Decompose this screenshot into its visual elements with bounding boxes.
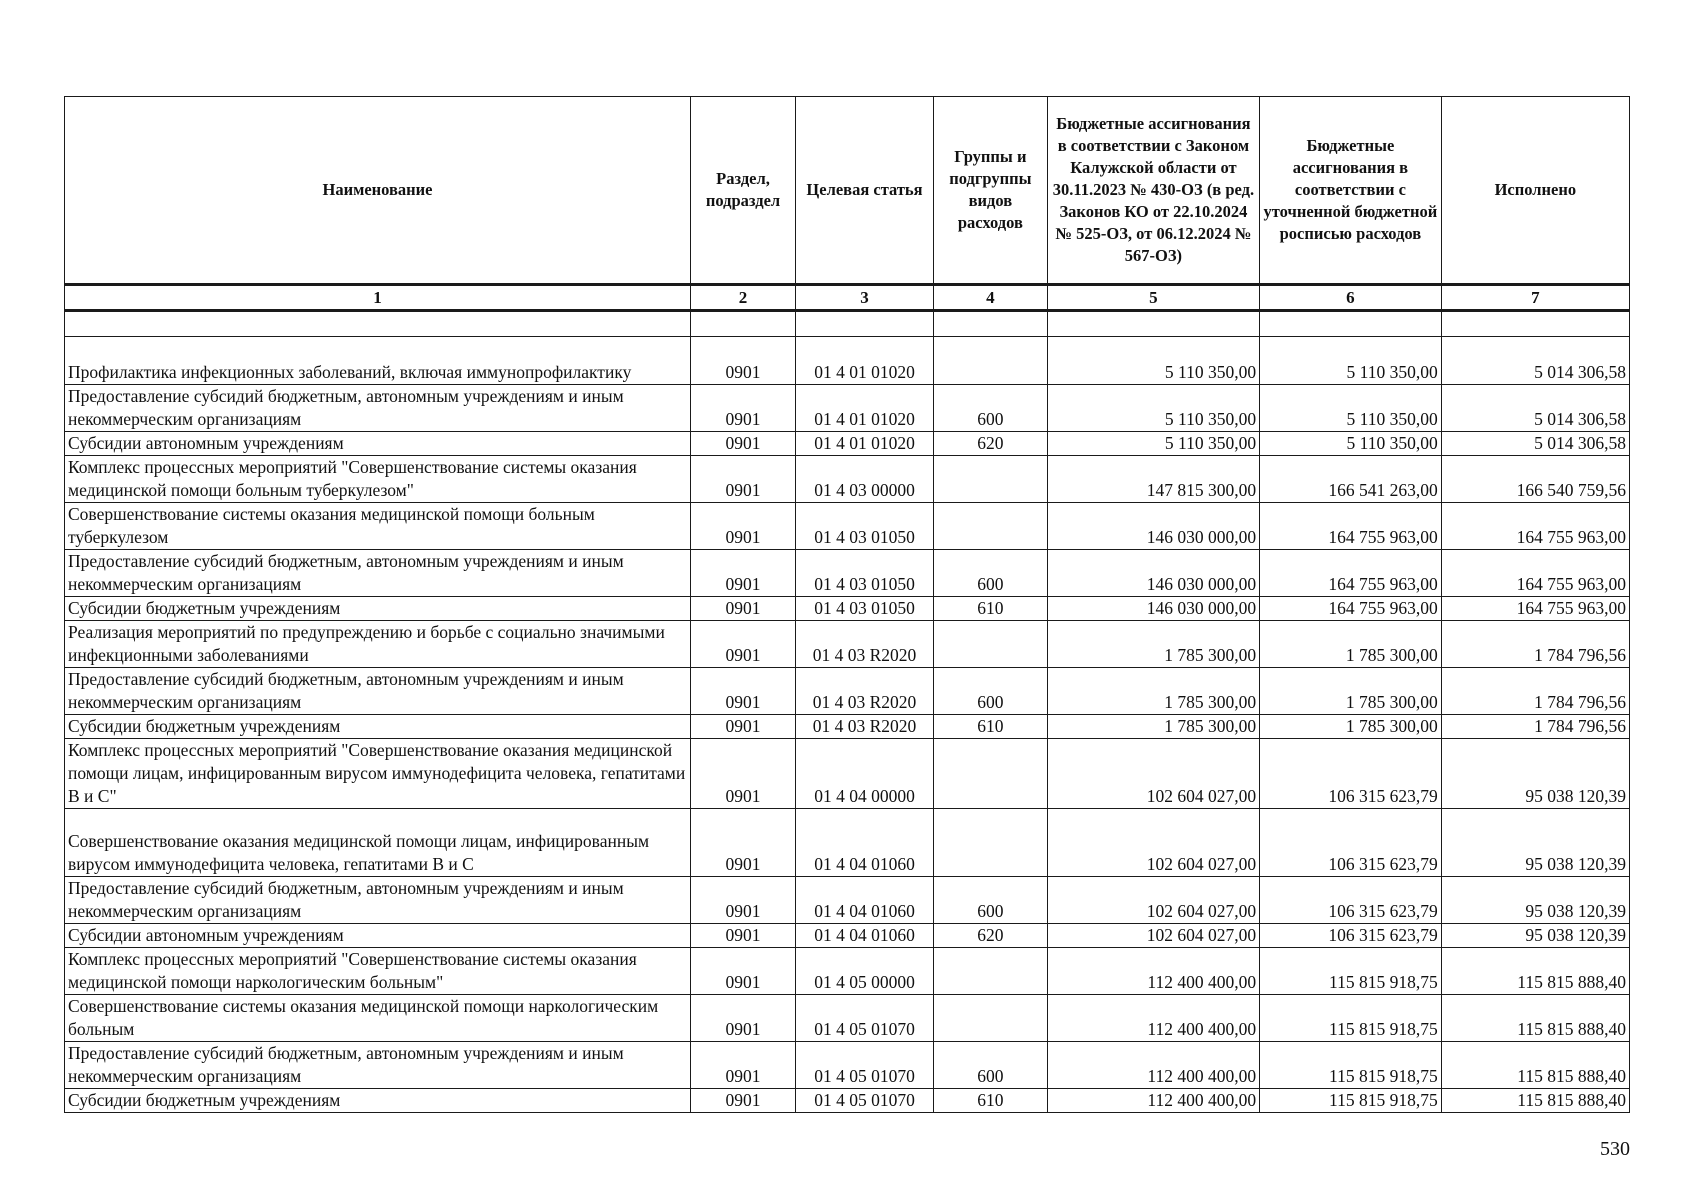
table-row	[65, 456, 1630, 503]
row-expense-group: 610	[933, 597, 1047, 621]
row-target-article: 01 4 05 00000	[796, 948, 934, 995]
row-section: 0901	[691, 456, 796, 503]
row-expense-group	[933, 337, 1047, 385]
row-refined-allocation: 5 110 350,00	[1260, 432, 1442, 456]
table-body	[65, 311, 1630, 1113]
row-executed: 1 784 796,56	[1441, 715, 1629, 739]
row-target-article: 01 4 04 01060	[796, 809, 934, 877]
row-name: Субсидии бюджетным учреждениям	[65, 1089, 691, 1113]
header-cell: Бюджетные ассигнования в соответствии с Законом Калужской области от 30.11.2023 № 430-ОЗ (в ред. Законов КО от 22.10.2024 № 525-ОЗ, от 06.12.2024 № 567-ОЗ)	[1047, 97, 1259, 285]
row-target-article: 01 4 03 R2020	[796, 668, 934, 715]
row-name: Субсидии автономным учреждениям	[65, 924, 691, 948]
row-law-allocation: 5 110 350,00	[1047, 337, 1259, 385]
table-row	[65, 550, 1630, 597]
page-number: 530	[1600, 1138, 1630, 1160]
row-name: Совершенствование системы оказания медицинской помощи наркологическим больным	[65, 995, 691, 1042]
row-executed: 164 755 963,00	[1441, 550, 1629, 597]
row-name: Реализация мероприятий по предупреждению и борьбе с социально значимыми инфекционными заболеваниями	[65, 621, 691, 668]
row-law-allocation: 5 110 350,00	[1047, 432, 1259, 456]
row-name: Профилактика инфекционных заболеваний, включая иммунопрофилактику	[65, 337, 691, 385]
row-law-allocation: 146 030 000,00	[1047, 503, 1259, 550]
row-name: Совершенствование системы оказания медицинской помощи больным туберкулезом	[65, 503, 691, 550]
row-law-allocation: 102 604 027,00	[1047, 877, 1259, 924]
row-executed: 115 815 888,40	[1441, 1042, 1629, 1089]
row-refined-allocation: 164 755 963,00	[1260, 550, 1442, 597]
row-expense-group: 610	[933, 715, 1047, 739]
table-row	[65, 385, 1630, 432]
header-cell: Наименование	[65, 97, 691, 285]
row-target-article: 01 4 03 01050	[796, 597, 934, 621]
row-name: Предоставление субсидий бюджетным, автономным учреждениям и иным некоммерческим организациям	[65, 1042, 691, 1089]
row-law-allocation: 112 400 400,00	[1047, 948, 1259, 995]
row-refined-allocation: 164 755 963,00	[1260, 597, 1442, 621]
row-target-article: 01 4 03 00000	[796, 456, 934, 503]
row-executed: 5 014 306,58	[1441, 432, 1629, 456]
row-executed: 164 755 963,00	[1441, 597, 1629, 621]
row-executed: 166 540 759,56	[1441, 456, 1629, 503]
row-section: 0901	[691, 597, 796, 621]
row-target-article: 01 4 01 01020	[796, 432, 934, 456]
row-refined-allocation: 115 815 918,75	[1260, 1089, 1442, 1113]
row-refined-allocation: 5 110 350,00	[1260, 337, 1442, 385]
row-law-allocation: 1 785 300,00	[1047, 715, 1259, 739]
header-cell: Целевая статья	[796, 97, 934, 285]
row-refined-allocation: 106 315 623,79	[1260, 924, 1442, 948]
row-expense-group	[933, 456, 1047, 503]
table-row	[65, 621, 1630, 668]
row-name: Предоставление субсидий бюджетным, автономным учреждениям и иным некоммерческим организациям	[65, 550, 691, 597]
row-section: 0901	[691, 715, 796, 739]
header-row	[65, 97, 1630, 285]
column-number: 2	[691, 285, 796, 311]
table-row	[65, 1042, 1630, 1089]
table-row	[65, 809, 1630, 877]
row-name: Комплекс процессных мероприятий "Совершенствование оказания медицинской помощи лицам, инфицированным вирусом иммунодефицита человека, гепатитами В и С"	[65, 739, 691, 809]
column-number: 5	[1047, 285, 1259, 311]
table-row	[65, 432, 1630, 456]
row-target-article: 01 4 05 01070	[796, 1042, 934, 1089]
row-section: 0901	[691, 924, 796, 948]
row-name: Совершенствование оказания медицинской помощи лицам, инфицированным вирусом иммунодефицита человека, гепатитами В и С	[65, 809, 691, 877]
row-section: 0901	[691, 1042, 796, 1089]
row-target-article: 01 4 04 01060	[796, 924, 934, 948]
spacer-cell	[65, 311, 691, 337]
row-target-article: 01 4 01 01020	[796, 385, 934, 432]
row-target-article: 01 4 04 00000	[796, 739, 934, 809]
header-cell: Исполнено	[1441, 97, 1629, 285]
row-name: Комплекс процессных мероприятий "Совершенствование системы оказания медицинской помощи больным туберкулезом"	[65, 456, 691, 503]
row-refined-allocation: 1 785 300,00	[1260, 715, 1442, 739]
row-law-allocation: 112 400 400,00	[1047, 995, 1259, 1042]
row-target-article: 01 4 03 01050	[796, 503, 934, 550]
row-law-allocation: 112 400 400,00	[1047, 1089, 1259, 1113]
row-target-article: 01 4 03 R2020	[796, 621, 934, 668]
column-number-row	[65, 285, 1630, 311]
row-executed: 115 815 888,40	[1441, 995, 1629, 1042]
row-expense-group	[933, 948, 1047, 995]
row-target-article: 01 4 04 01060	[796, 877, 934, 924]
table-row	[65, 739, 1630, 809]
row-expense-group: 620	[933, 924, 1047, 948]
row-section: 0901	[691, 739, 796, 809]
row-section: 0901	[691, 809, 796, 877]
row-refined-allocation: 1 785 300,00	[1260, 668, 1442, 715]
row-target-article: 01 4 05 01070	[796, 1089, 934, 1113]
row-target-article: 01 4 05 01070	[796, 995, 934, 1042]
row-name: Субсидии автономным учреждениям	[65, 432, 691, 456]
row-law-allocation: 1 785 300,00	[1047, 621, 1259, 668]
row-name: Субсидии бюджетным учреждениям	[65, 715, 691, 739]
row-target-article: 01 4 03 R2020	[796, 715, 934, 739]
spacer-cell	[796, 311, 934, 337]
table-row	[65, 337, 1630, 385]
spacer-cell	[1441, 311, 1629, 337]
row-refined-allocation: 115 815 918,75	[1260, 1042, 1442, 1089]
row-executed: 115 815 888,40	[1441, 948, 1629, 995]
row-refined-allocation: 1 785 300,00	[1260, 621, 1442, 668]
row-executed: 95 038 120,39	[1441, 877, 1629, 924]
row-name: Предоставление субсидий бюджетным, автономным учреждениям и иным некоммерческим организациям	[65, 877, 691, 924]
row-expense-group	[933, 503, 1047, 550]
row-section: 0901	[691, 432, 796, 456]
row-law-allocation: 112 400 400,00	[1047, 1042, 1259, 1089]
row-refined-allocation: 166 541 263,00	[1260, 456, 1442, 503]
table-row	[65, 597, 1630, 621]
row-executed: 95 038 120,39	[1441, 809, 1629, 877]
table-row	[65, 877, 1630, 924]
row-law-allocation: 147 815 300,00	[1047, 456, 1259, 503]
row-refined-allocation: 106 315 623,79	[1260, 739, 1442, 809]
spacer-cell	[1260, 311, 1442, 337]
row-executed: 164 755 963,00	[1441, 503, 1629, 550]
row-name: Комплекс процессных мероприятий "Совершенствование системы оказания медицинской помощи наркологическим больным"	[65, 948, 691, 995]
row-law-allocation: 1 785 300,00	[1047, 668, 1259, 715]
row-refined-allocation: 115 815 918,75	[1260, 948, 1442, 995]
header-cell: Группы и подгруппы видов расходов	[933, 97, 1047, 285]
row-expense-group	[933, 621, 1047, 668]
row-name: Предоставление субсидий бюджетным, автономным учреждениям и иным некоммерческим организациям	[65, 385, 691, 432]
table-row	[65, 503, 1630, 550]
row-section: 0901	[691, 1089, 796, 1113]
row-target-article: 01 4 03 01050	[796, 550, 934, 597]
spacer-row	[65, 311, 1630, 337]
row-executed: 95 038 120,39	[1441, 924, 1629, 948]
row-law-allocation: 146 030 000,00	[1047, 550, 1259, 597]
row-expense-group: 600	[933, 385, 1047, 432]
row-target-article: 01 4 01 01020	[796, 337, 934, 385]
table-row	[65, 1089, 1630, 1113]
spacer-cell	[1047, 311, 1259, 337]
row-refined-allocation: 164 755 963,00	[1260, 503, 1442, 550]
row-expense-group: 620	[933, 432, 1047, 456]
row-expense-group: 610	[933, 1089, 1047, 1113]
column-number: 7	[1441, 285, 1629, 311]
column-number: 4	[933, 285, 1047, 311]
row-law-allocation: 102 604 027,00	[1047, 924, 1259, 948]
row-section: 0901	[691, 668, 796, 715]
row-executed: 115 815 888,40	[1441, 1089, 1629, 1113]
row-executed: 5 014 306,58	[1441, 385, 1629, 432]
row-expense-group: 600	[933, 877, 1047, 924]
row-law-allocation: 146 030 000,00	[1047, 597, 1259, 621]
row-expense-group: 600	[933, 1042, 1047, 1089]
table-row	[65, 668, 1630, 715]
table-row	[65, 995, 1630, 1042]
row-expense-group: 600	[933, 550, 1047, 597]
row-expense-group	[933, 995, 1047, 1042]
row-expense-group	[933, 809, 1047, 877]
spacer-cell	[691, 311, 796, 337]
row-executed: 5 014 306,58	[1441, 337, 1629, 385]
table-row	[65, 948, 1630, 995]
row-section: 0901	[691, 385, 796, 432]
row-section: 0901	[691, 621, 796, 668]
row-name: Субсидии бюджетным учреждениям	[65, 597, 691, 621]
row-section: 0901	[691, 337, 796, 385]
row-section: 0901	[691, 995, 796, 1042]
row-law-allocation: 102 604 027,00	[1047, 739, 1259, 809]
header-cell: Бюджетные ассигнования в соответствии с уточненной бюджетной росписью расходов	[1260, 97, 1442, 285]
row-executed: 1 784 796,56	[1441, 621, 1629, 668]
row-executed: 95 038 120,39	[1441, 739, 1629, 809]
row-section: 0901	[691, 877, 796, 924]
column-number: 3	[796, 285, 934, 311]
row-section: 0901	[691, 948, 796, 995]
column-number: 1	[65, 285, 691, 311]
table-row	[65, 715, 1630, 739]
row-law-allocation: 5 110 350,00	[1047, 385, 1259, 432]
row-executed: 1 784 796,56	[1441, 668, 1629, 715]
row-expense-group	[933, 739, 1047, 809]
row-law-allocation: 102 604 027,00	[1047, 809, 1259, 877]
row-section: 0901	[691, 550, 796, 597]
row-expense-group: 600	[933, 668, 1047, 715]
budget-table	[64, 96, 1630, 1113]
spacer-cell	[933, 311, 1047, 337]
table-row	[65, 924, 1630, 948]
row-refined-allocation: 5 110 350,00	[1260, 385, 1442, 432]
header-cell: Раздел, подраздел	[691, 97, 796, 285]
row-name: Предоставление субсидий бюджетным, автономным учреждениям и иным некоммерческим организациям	[65, 668, 691, 715]
row-refined-allocation: 106 315 623,79	[1260, 809, 1442, 877]
column-number: 6	[1260, 285, 1442, 311]
row-section: 0901	[691, 503, 796, 550]
row-refined-allocation: 115 815 918,75	[1260, 995, 1442, 1042]
row-refined-allocation: 106 315 623,79	[1260, 877, 1442, 924]
